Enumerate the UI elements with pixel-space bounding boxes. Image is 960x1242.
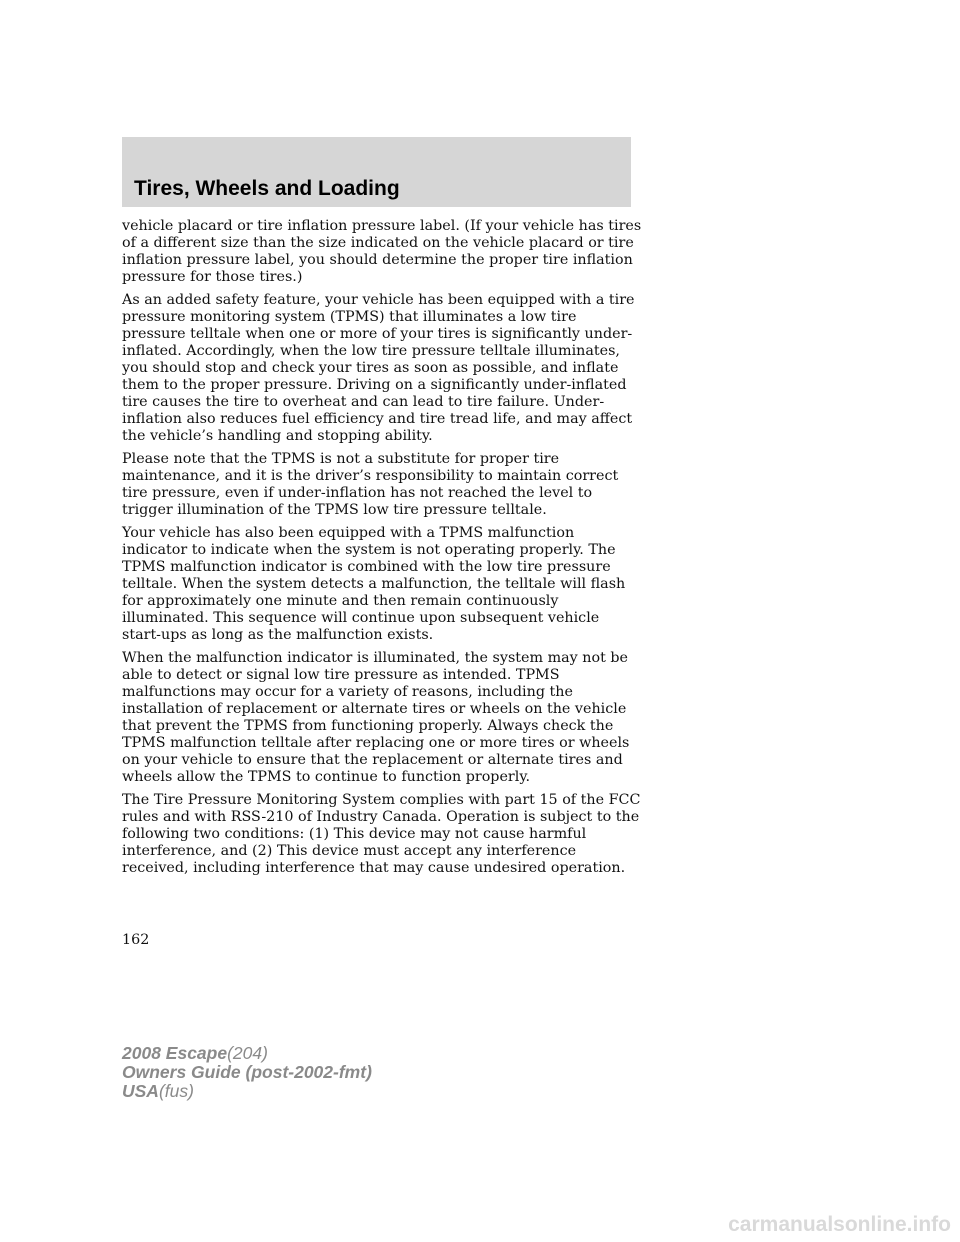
section-header-bar [122, 137, 631, 207]
footer-market-code: (fus) [158, 1081, 194, 1101]
watermark: carmanualsonline.info [728, 1213, 951, 1236]
footer-guide: Owners Guide (post-2002-fmt) [122, 1062, 372, 1082]
paragraph-maintenance-note: Please note that the TPMS is not a substitute for proper tire maintenance, and it is the driver’s responsibility to maintain correct tire pressure, even if under-inflation has not reached the level to trigger illumination of the TPMS low tire pressure telltale. [122, 451, 619, 518]
footer-line-guide [122, 1063, 372, 1082]
footer-model-code: (204) [227, 1043, 268, 1063]
paragraph-malfunction-indicator: Your vehicle has also been equipped with a TPMS malfunction indicator to indicate when the system is not operating properly. The TPMS malfunction indicator is combined with the low tire pressure telltale. When the system detects a malfunction, the telltale will flash for approximately one minute and then remain continuously illuminated. This sequence will continue upon subsequent vehicle start-ups as long as the malfunction exists. [122, 525, 626, 643]
document-footer [122, 1044, 372, 1101]
paragraph-malfunction-causes: When the malfunction indicator is illuminated, the system may not be able to detect or signal low tire pressure as intended. TPMS malfunctions may occur for a variety of reasons, including the installation of replacement or alternate tires or wheels on the vehicle that prevent the TPMS from functioning properly. Always check the TPMS malfunction telltale after replacing one or more tires or wheels on your vehicle to ensure that the replacement or alternate tires and wheels allow the TPMS to continue to function properly. [122, 650, 630, 785]
body-text [122, 218, 642, 883]
paragraph-fcc-compliance: The Tire Pressure Monitoring System complies with part 15 of the FCC rules and with RSS-210 of Industry Canada. Operation is subject to the following two conditions: (1) This device may not cause harmful interference, and (2) This device must accept any interference received, including interference that may cause undesired operation. [122, 792, 641, 876]
section-title: Tires, Wheels and Loading [134, 177, 400, 200]
paragraph-tpms-feature: As an added safety feature, your vehicle has been equipped with a tire pressure monitoring system (TPMS) that illuminates a low tire pressure telltale when one or more of your tires is significantly under-inflated. Accordingly, when the low tire pressure telltale illuminates, you should stop and check your tires as soon as possible, and inflate them to the proper pressure. Driving on a significantly under-inflated tire causes the tire to overheat and can lead to tire failure. Under-inflation also reduces fuel efficiency and tire tread life, and may affect the vehicle’s handling and stopping ability. [122, 292, 635, 444]
footer-market: USA [122, 1081, 159, 1101]
page-number: 162 [122, 932, 150, 948]
footer-model: 2008 Escape [122, 1043, 228, 1063]
footer-line-market [122, 1082, 372, 1101]
footer-line-model [122, 1044, 372, 1063]
paragraph-placard: vehicle placard or tire inflation pressure label. (If your vehicle has tires of a different size than the size indicated on the vehicle placard or tire inflation pressure label, you should determine the proper tire inflation pressure for those tires.) [122, 218, 642, 285]
